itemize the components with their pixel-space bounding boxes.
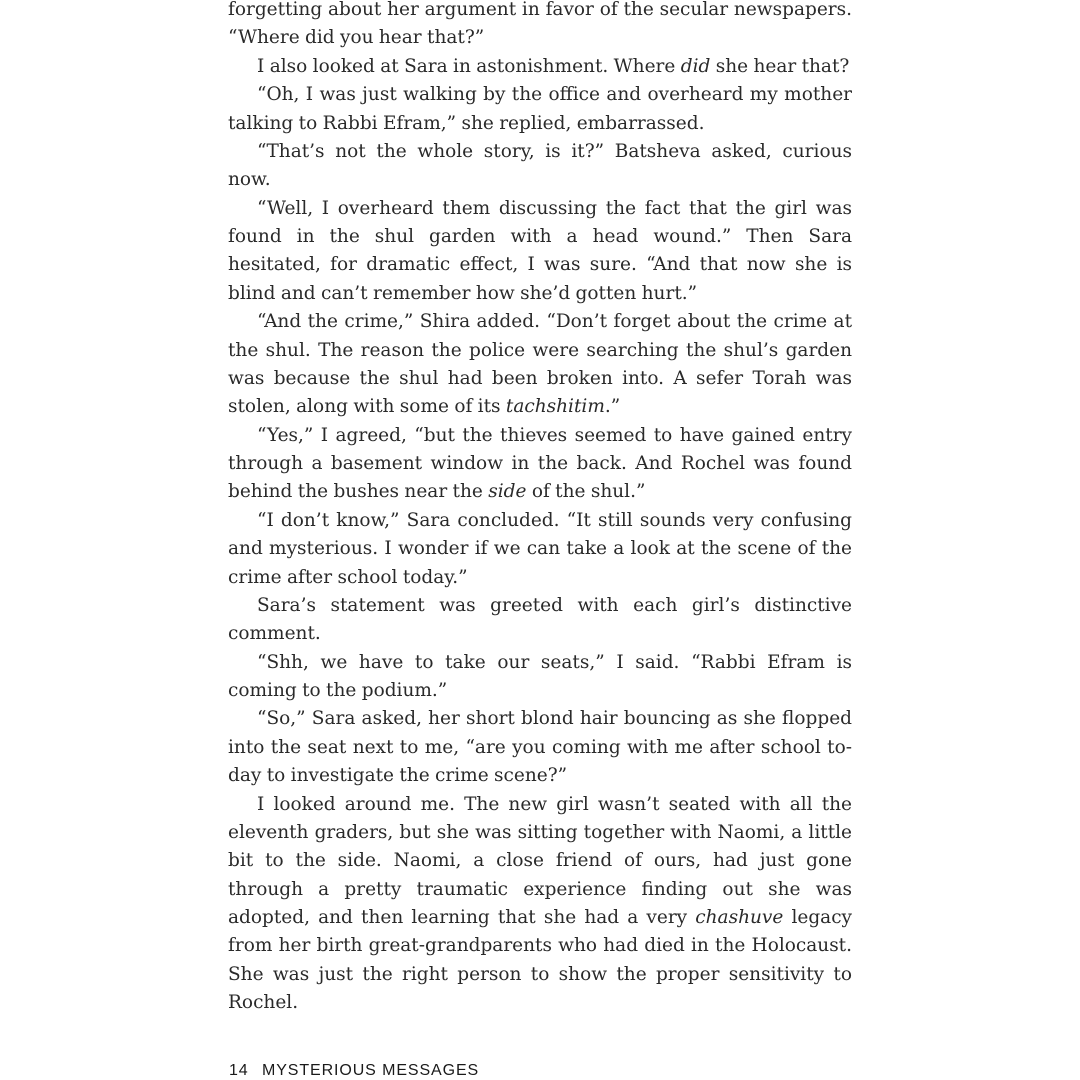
text-run: “Yes,” I agreed, “but the thieves seemed to have gained entry through a basement window in the back. And Rochel was found behind the bushes near the bbox=[228, 424, 852, 503]
paragraph bbox=[228, 195, 852, 309]
body-text bbox=[228, 0, 852, 1018]
italic-text: tachshitim bbox=[505, 396, 605, 418]
paragraph bbox=[228, 649, 852, 706]
text-run: “And the crime,” Shira added. “Don’t forget about the crime at the shul. The reason the police were searching the shul’s garden was because the shul had been broken into. A sefer Torah was stolen, along with some of its bbox=[228, 311, 852, 418]
paragraph bbox=[228, 81, 852, 138]
paragraph bbox=[228, 592, 852, 649]
italic-text: chashuve bbox=[695, 907, 784, 928]
italic-text: side bbox=[488, 481, 527, 503]
page-number: 14 bbox=[229, 1062, 249, 1079]
text-run: legacy from her birth great-grandparents who had died in the Holocaust. She was just the right person to show the proper sensitivity to Rochel. bbox=[228, 907, 853, 1014]
paragraph bbox=[228, 507, 852, 592]
text-run: of the shul.” bbox=[526, 481, 646, 503]
paragraph bbox=[228, 138, 852, 195]
text-run: Sara’s statement was greeted with each girl’s distinctive comment. bbox=[228, 594, 852, 645]
text-run: I also looked at Sara in astonishment. Where bbox=[257, 55, 681, 77]
text-run: forgetting about her argument in favor of the secular newspapers. “Where did you hear that?” bbox=[228, 0, 852, 49]
running-title: MYSTERIOUS MESSAGES bbox=[261, 1062, 480, 1079]
italic-text: did bbox=[680, 55, 711, 77]
text-run: I looked around me. The new girl wasn’t seated with all the eleventh graders, but she was sitting together with Naomi, a little bit to the side. Naomi, a close friend of ours, had just gone through a pretty traumatic experience finding out she was adopted, and then learning that she had a very bbox=[228, 793, 852, 928]
text-run: “That’s not the whole story, is it?” Batsheva asked, curious now. bbox=[228, 140, 852, 191]
text-run: “So,” Sara asked, her short blond hair bouncing as she flopped into the seat next to me, “are you coming with me after school today to investigate the crime scene?” bbox=[228, 708, 852, 787]
text-run: “Well, I overheard them discussing the fact that the girl was found in the shul garden with a head wound.” Then Sara hesitated, for dramatic effect, I was sure. “And that now she is blind and can’t remember how she’d gotten hurt.” bbox=[228, 197, 852, 304]
paragraph bbox=[228, 791, 852, 1018]
text-run: “Shh, we have to take our seats,” I said. “Rabbi Efram is coming to the podium.” bbox=[228, 651, 852, 701]
text-run: .” bbox=[604, 396, 621, 418]
page-footer bbox=[229, 1061, 479, 1080]
paragraph bbox=[228, 705, 852, 790]
paragraph bbox=[228, 422, 852, 507]
text-run: “I don’t know,” Sara concluded. “It still sounds very confusing and mysterious. I wonder if we can take a look at the scene of the crime after school today.” bbox=[228, 509, 852, 588]
paragraph bbox=[228, 308, 852, 422]
text-run: “Oh, I was just walking by the office and overheard my mother talking to Rabbi Efram,” she replied, embarrassed. bbox=[228, 84, 852, 134]
paragraph bbox=[228, 53, 852, 81]
paragraph bbox=[228, 0, 852, 53]
text-run: she hear that? bbox=[710, 55, 850, 77]
